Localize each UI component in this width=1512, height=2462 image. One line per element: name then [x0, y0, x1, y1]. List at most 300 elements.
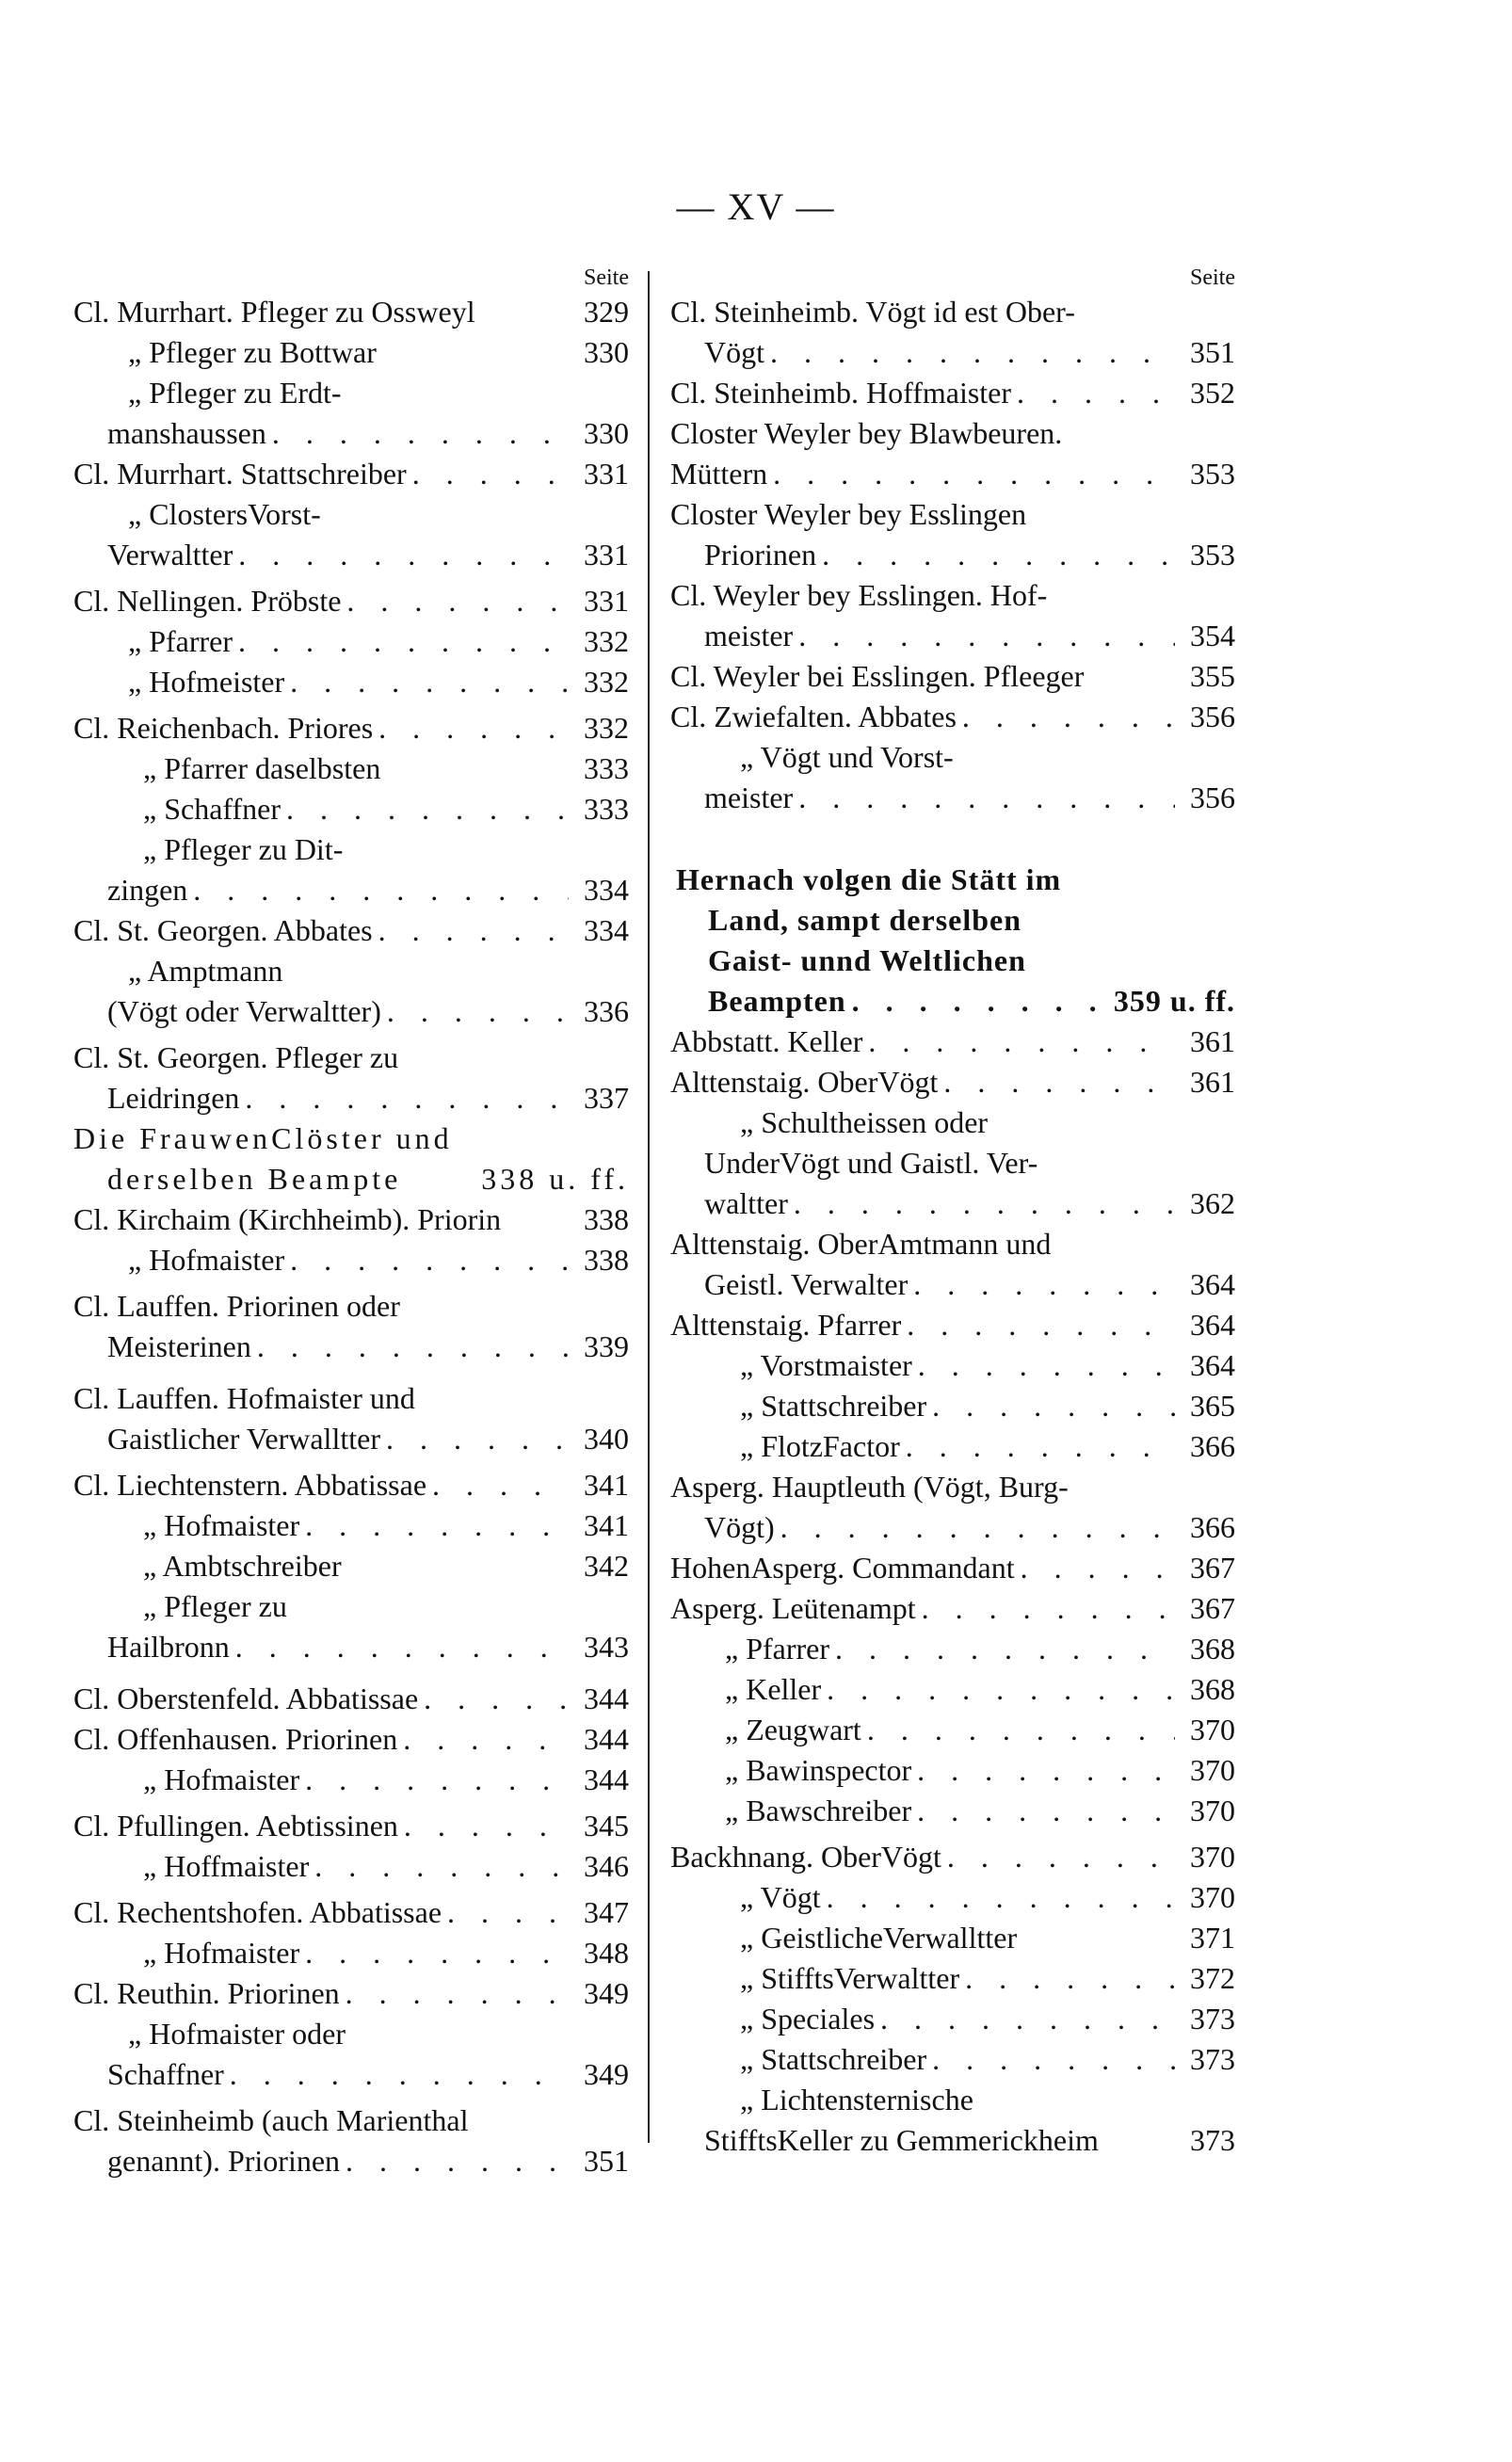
- entry-text: Backhnang. OberVögt: [670, 1840, 941, 1874]
- index-entry: [670, 1062, 1235, 1102]
- entry-line: [670, 941, 1235, 981]
- page-numeral: — XV —: [676, 185, 836, 228]
- index-entry: [670, 1426, 1235, 1467]
- leader-dots: [424, 1679, 569, 1719]
- entry-text: Cl. Offenhausen. Priorinen: [73, 1722, 398, 1756]
- page-number: 364: [1190, 1308, 1235, 1342]
- index-entry: [670, 1629, 1235, 1669]
- entry-line: [73, 1378, 629, 1419]
- entry-text: „ Pfleger zu Bottwar: [128, 335, 377, 369]
- entry-line: [670, 1918, 1235, 1958]
- index-entry: [670, 1877, 1235, 1918]
- index-entry: [73, 708, 629, 748]
- index-entry: [670, 1345, 1235, 1386]
- entry-line: [670, 1264, 1235, 1305]
- page-number: 353: [1190, 457, 1235, 491]
- index-entry: [670, 656, 1235, 697]
- entry-text: Schaffner: [107, 2057, 224, 2091]
- page-number: 346: [584, 1849, 629, 1883]
- leader-dots: [245, 1078, 569, 1118]
- entry-text: Cl. Steinheimb. Hoffmaister: [670, 376, 1012, 410]
- entry-line: [73, 829, 629, 870]
- leader-dots: [432, 1465, 569, 1505]
- entry-text: „ FlotzFactor: [740, 1429, 900, 1463]
- entry-text: „ Hofmeister: [128, 665, 285, 699]
- entry-line: [73, 1199, 629, 1240]
- entry-line: [73, 1546, 629, 1586]
- entry-line: [73, 1679, 629, 1719]
- index-entry: [73, 789, 629, 829]
- left-index-column: [73, 264, 629, 2181]
- entry-line: [73, 581, 629, 621]
- entry-text: Vögt): [704, 1510, 775, 1544]
- entry-text: Beampten: [708, 984, 846, 1018]
- entry-line: [670, 616, 1235, 656]
- index-entry: [73, 373, 629, 454]
- entry-text: „ Hofmaister: [128, 1243, 285, 1277]
- index-entry: [670, 1710, 1235, 1750]
- entry-line: [670, 1386, 1235, 1426]
- page-number: 352: [1190, 376, 1235, 410]
- entry-line: [73, 1933, 629, 1973]
- page-number: 351: [1190, 335, 1235, 369]
- entry-line: [73, 991, 629, 1032]
- page-number: 370: [1190, 1713, 1235, 1746]
- entry-line: [73, 1327, 629, 1367]
- page-number: 370: [1190, 1794, 1235, 1827]
- entry-line: [73, 454, 629, 494]
- entry-text: meister: [704, 619, 794, 652]
- index-entry: [670, 1750, 1235, 1791]
- leader-dots: [286, 789, 569, 829]
- entry-line: [670, 2080, 1235, 2120]
- entry-line: [670, 2039, 1235, 2080]
- entry-text: Alttenstaig. Pfarrer: [670, 1308, 902, 1342]
- entry-line: [73, 373, 629, 413]
- entry-line: [670, 900, 1235, 941]
- page-number: 370: [1190, 1880, 1235, 1914]
- index-entry: [73, 1719, 629, 1760]
- entry-text: Cl. Steinheimb. Vögt id est Ober-: [670, 295, 1075, 329]
- page-number: 364: [1190, 1348, 1235, 1382]
- entry-text: „ Vögt: [740, 1880, 821, 1914]
- entry-text: „ Vorstmaister: [740, 1348, 912, 1382]
- entry-line: [73, 748, 629, 789]
- index-entry: [670, 1386, 1235, 1426]
- entry-line: [73, 1719, 629, 1760]
- page-number: 373: [1190, 2042, 1235, 2076]
- entry-text: genannt). Priorinen: [107, 2144, 341, 2178]
- page-number: 364: [1190, 1267, 1235, 1301]
- entry-line: [670, 1710, 1235, 1750]
- entry-text: derselben Beampte: [107, 1162, 402, 1196]
- index-entry: [670, 1791, 1235, 1831]
- entry-line: [670, 1224, 1235, 1264]
- entry-text: „ Pfleger zu Erdt-: [128, 376, 342, 410]
- page-number: 334: [584, 873, 629, 907]
- entry-text: Cl. St. Georgen. Abbates: [73, 913, 373, 947]
- page-number: 353: [1190, 538, 1235, 571]
- index-entry: [73, 1546, 629, 1586]
- entry-line: [670, 1837, 1235, 1877]
- entry-line: [670, 1791, 1235, 1831]
- page-number: 368: [1190, 1672, 1235, 1706]
- entry-text: Cl. Lauffen. Priorinen oder: [73, 1289, 400, 1323]
- page-number: 361: [1190, 1024, 1235, 1058]
- entry-text: Die FrauwenClöster und: [73, 1121, 453, 1155]
- leader-dots: [962, 697, 1175, 737]
- page-number: 338: [584, 1243, 629, 1277]
- entry-text: „ Hofmaister: [143, 1508, 300, 1542]
- entry-text: „ Zeugwart: [725, 1713, 861, 1746]
- entry-text: Verwaltter: [107, 538, 233, 571]
- leader-dots: [314, 1846, 569, 1887]
- leader-dots: [305, 1933, 569, 1973]
- entry-text: „ ClostersVorst-: [128, 497, 321, 531]
- page-number: 367: [1190, 1551, 1235, 1585]
- entry-text: Cl. Murrhart. Stattschreiber: [73, 457, 407, 491]
- page-number: 343: [584, 1630, 629, 1664]
- page-number: 332: [584, 711, 629, 745]
- entry-text: „ Amptmann: [128, 954, 283, 988]
- page-number: 366: [1190, 1429, 1235, 1463]
- leader-dots: [922, 1588, 1175, 1629]
- entry-line: [670, 1877, 1235, 1918]
- entry-text: „ Stattschreiber: [740, 2042, 927, 2076]
- entry-text: „ Schaffner: [143, 792, 281, 826]
- index-entry: [670, 1918, 1235, 1958]
- entry-text: Cl. St. Georgen. Pfleger zu: [73, 1040, 399, 1074]
- entry-text: Cl. Kirchaim (Kirchheimb). Priorin: [73, 1202, 502, 1236]
- entry-line: [670, 697, 1235, 737]
- entry-text: zingen: [107, 873, 188, 907]
- index-entry: [670, 1224, 1235, 1305]
- page-number: 373: [1190, 2123, 1235, 2157]
- index-entry: [73, 1586, 629, 1667]
- leader-dots: [822, 535, 1175, 575]
- page-number: 349: [584, 1976, 629, 2010]
- page-number: 334: [584, 913, 629, 947]
- page-number: 372: [1190, 1961, 1235, 1995]
- entry-text: „ Keller: [725, 1672, 822, 1706]
- index-entry: [73, 494, 629, 575]
- entry-line: [73, 1760, 629, 1800]
- entry-text: Cl. Weyler bey Esslingen. Hof-: [670, 578, 1048, 612]
- entry-text: „ Hofmaister: [143, 1936, 300, 1970]
- page-number: 344: [584, 1682, 629, 1715]
- entry-text: manshaussen: [107, 416, 266, 450]
- entry-line: [73, 1505, 629, 1546]
- entry-line: [670, 1750, 1235, 1791]
- entry-line: [670, 292, 1235, 332]
- page-number: 333: [584, 751, 629, 785]
- entry-line: [670, 656, 1235, 697]
- entry-text: „ Schultheissen oder: [740, 1105, 989, 1139]
- page-number: 362: [1190, 1186, 1235, 1220]
- entry-text: Cl. Weyler bei Esslingen. Pfleeger: [670, 659, 1085, 693]
- index-entry: [73, 1378, 629, 1459]
- entry-line: [670, 1022, 1235, 1062]
- entry-text: meister: [704, 780, 794, 814]
- entry-text: Cl. Reuthin. Priorinen: [73, 1976, 340, 2010]
- entry-text: „ Pfarrer daselbsten: [143, 751, 381, 785]
- index-entry: [73, 454, 629, 494]
- entry-line: [73, 1973, 629, 2014]
- entry-line: [73, 413, 629, 454]
- leader-dots: [965, 1958, 1175, 1999]
- entry-line: [73, 1419, 629, 1459]
- index-entry: [670, 1305, 1235, 1345]
- leader-dots: [193, 870, 569, 910]
- seite-label: Seite: [584, 266, 629, 290]
- page-number: 333: [584, 792, 629, 826]
- index-entry: [73, 1199, 629, 1240]
- leader-dots: [827, 1877, 1175, 1918]
- page-number: 370: [1190, 1840, 1235, 1874]
- entry-text: „ Speciales: [740, 2002, 876, 2036]
- index-entry: [670, 1548, 1235, 1588]
- entry-text: „ StifftsVerwaltter: [740, 1961, 960, 1995]
- entry-text: Priorinen: [704, 538, 817, 571]
- entry-text: Cl. Reichenbach. Priores: [73, 711, 374, 745]
- index-entry: [73, 581, 629, 621]
- entry-line: [73, 1038, 629, 1078]
- index-entry: [73, 1505, 629, 1546]
- entry-line: [670, 413, 1235, 454]
- leader-dots: [780, 1507, 1175, 1548]
- entry-text: „ Bawschreiber: [725, 1794, 912, 1827]
- index-entry: [73, 829, 629, 910]
- page-number: 367: [1190, 1591, 1235, 1625]
- entry-line: [73, 1465, 629, 1505]
- page-number: 342: [584, 1549, 629, 1583]
- entry-text: Cl. Zwiefalten. Abbates: [670, 700, 957, 733]
- entry-line: [670, 494, 1235, 535]
- index-entry: [73, 1118, 629, 1199]
- page-number: 354: [1190, 619, 1235, 652]
- index-entry: [670, 1467, 1235, 1548]
- leader-dots: [880, 1999, 1175, 2039]
- leader-dots: [835, 1629, 1175, 1669]
- page-number: 336: [584, 994, 629, 1028]
- leader-dots: [913, 1264, 1175, 1305]
- leader-dots: [238, 535, 569, 575]
- leader-dots: [305, 1760, 569, 1800]
- index-entry: [670, 1588, 1235, 1629]
- entry-text: Cl. Pfullingen. Aebtissinen: [73, 1809, 398, 1842]
- leader-dots: [943, 1062, 1175, 1102]
- entry-line: [73, 2100, 629, 2141]
- index-entry: [670, 494, 1235, 575]
- index-entry: [73, 332, 629, 373]
- leader-dots: [917, 1791, 1175, 1831]
- entry-text: Abbstatt. Keller: [670, 1024, 863, 1058]
- index-entry: [670, 2080, 1235, 2161]
- index-entry: [670, 860, 1235, 1022]
- entry-line: [73, 870, 629, 910]
- index-entry: [670, 1999, 1235, 2039]
- entry-line: [670, 1426, 1235, 1467]
- leader-dots: [404, 1806, 569, 1846]
- leader-dots: [867, 1710, 1175, 1750]
- leader-dots: [378, 910, 569, 951]
- index-entry: [73, 910, 629, 951]
- entry-text: waltter: [704, 1186, 788, 1220]
- entry-line: [73, 910, 629, 951]
- entry-text: Alttenstaig. OberAmtmann und: [670, 1227, 1052, 1261]
- page-number: 331: [584, 584, 629, 618]
- index-entry: [73, 1465, 629, 1505]
- index-entry: [73, 1240, 629, 1280]
- seite-label: Seite: [1190, 266, 1235, 290]
- leader-dots: [346, 1973, 569, 2014]
- leader-dots: [773, 454, 1175, 494]
- page-number: 361: [1190, 1065, 1235, 1099]
- page-number: 351: [584, 2144, 629, 2178]
- page-number: 332: [584, 624, 629, 658]
- entry-line: [73, 332, 629, 373]
- page-number: 337: [584, 1081, 629, 1115]
- leader-dots: [827, 1669, 1175, 1710]
- entry-line: [670, 2120, 1235, 2161]
- entry-line: [73, 951, 629, 991]
- entry-line: [670, 1467, 1235, 1507]
- entry-text: Hailbronn: [107, 1630, 230, 1664]
- entry-line: [670, 1062, 1235, 1102]
- leader-dots: [932, 1386, 1175, 1426]
- page-number: 368: [1190, 1632, 1235, 1665]
- page-number: 356: [1190, 780, 1235, 814]
- leader-dots: [918, 1345, 1175, 1386]
- page-number: 345: [584, 1809, 629, 1842]
- entry-line: [670, 1548, 1235, 1588]
- entry-text: Asperg. Hauptleuth (Vögt, Burg-: [670, 1470, 1069, 1504]
- entry-text: „ Hofmaister: [143, 1762, 300, 1796]
- entry-text: Cl. Murrhart. Pfleger zu Ossweyl: [73, 295, 475, 329]
- entry-line: [73, 621, 629, 662]
- entry-text: Cl. Steinheimb (auch Marienthal: [73, 2103, 469, 2137]
- index-entry: [670, 1837, 1235, 1877]
- right-index-column: [670, 264, 1235, 2161]
- page-number: 339: [584, 1329, 629, 1363]
- index-entry: [670, 697, 1235, 737]
- entry-line: [73, 2054, 629, 2095]
- leader-dots: [907, 1305, 1175, 1345]
- index-entry: [670, 1669, 1235, 1710]
- leader-dots: [378, 708, 569, 748]
- index-entry: [670, 575, 1235, 656]
- entry-line: [73, 1586, 629, 1627]
- page-number: 340: [584, 1422, 629, 1456]
- entry-line: [73, 1078, 629, 1118]
- leader-dots: [387, 991, 569, 1032]
- entry-line: [670, 1669, 1235, 1710]
- leader-dots: [305, 1505, 569, 1546]
- page-number: 347: [584, 1895, 629, 1929]
- leader-dots: [1017, 373, 1175, 413]
- page-number: 359 u. ff.: [1113, 984, 1235, 1018]
- entry-text: Cl. Liechtenstern. Abbatissae: [73, 1468, 427, 1502]
- entry-line: [73, 1240, 629, 1280]
- index-entry: [670, 413, 1235, 494]
- entry-line: [670, 860, 1235, 900]
- entry-text: „ Pfarrer: [725, 1632, 830, 1665]
- leader-dots: [852, 981, 1108, 1022]
- page-number: 338: [584, 1202, 629, 1236]
- page-number: 332: [584, 665, 629, 699]
- entry-line: [670, 1183, 1235, 1224]
- entry-text: Asperg. Leütenampt: [670, 1591, 916, 1625]
- entry-line: [73, 535, 629, 575]
- entry-line: [670, 1999, 1235, 2039]
- page-number: 330: [584, 335, 629, 369]
- page-number: 348: [584, 1936, 629, 1970]
- entry-line: [73, 1806, 629, 1846]
- entry-line: [670, 1629, 1235, 1669]
- entry-text: Alttenstaig. OberVögt: [670, 1065, 939, 1099]
- index-entry: [73, 748, 629, 789]
- leader-dots: [412, 454, 569, 494]
- entry-text: Gaistlicher Verwalltter: [107, 1422, 380, 1456]
- index-entry: [73, 1973, 629, 2014]
- entry-line: [73, 494, 629, 535]
- page-number: 356: [1190, 700, 1235, 733]
- entry-text: „ Lichtensternische: [740, 2083, 973, 2116]
- index-entry: [73, 2014, 629, 2095]
- entry-text: Vögt: [704, 335, 764, 369]
- entry-line: [73, 1892, 629, 1933]
- leader-dots: [257, 1327, 569, 1367]
- entry-text: Gaist- unnd Weltlichen: [708, 943, 1026, 977]
- entry-text: „ Vögt und Vorst-: [740, 740, 954, 774]
- leader-dots: [386, 1419, 569, 1459]
- entry-text: „ Hofmaister oder: [128, 2017, 346, 2051]
- page-number: 331: [584, 457, 629, 491]
- entry-text: Meisterinen: [107, 1329, 251, 1363]
- page-number: 344: [584, 1762, 629, 1796]
- leader-dots: [794, 1183, 1175, 1224]
- index-entry: [670, 373, 1235, 413]
- entry-text: „ Pfarrer: [128, 624, 233, 658]
- entry-text: Cl. Rechentshofen. Abbatissae: [73, 1895, 442, 1929]
- index-entry: [73, 1760, 629, 1800]
- entry-text: Müttern: [670, 457, 768, 491]
- leader-dots: [947, 1837, 1175, 1877]
- index-entry: [73, 951, 629, 1032]
- entry-text: (Vögt oder Verwaltter): [107, 994, 381, 1028]
- page-number: 349: [584, 2057, 629, 2091]
- leader-dots: [272, 413, 569, 454]
- page-number: 344: [584, 1722, 629, 1756]
- entry-line: [73, 1159, 629, 1199]
- page-number: 338 u. ff.: [481, 1162, 629, 1196]
- entry-line: [670, 535, 1235, 575]
- entry-line: [670, 1305, 1235, 1345]
- leader-dots: [447, 1892, 569, 1933]
- page-number: 331: [584, 538, 629, 571]
- column-divider: [648, 271, 650, 2143]
- page-number: 330: [584, 416, 629, 450]
- index-entry: [670, 292, 1235, 373]
- entry-text: StifftsKeller zu Gemmerickheim: [704, 2123, 1099, 2157]
- entry-text: Leidringen: [107, 1081, 240, 1115]
- leader-dots: [346, 581, 569, 621]
- index-entry: [670, 1102, 1235, 1224]
- entry-text: Closter Weyler bey Blawbeuren.: [670, 416, 1063, 450]
- index-entry: [73, 662, 629, 702]
- entry-text: „ Hoffmaister: [143, 1849, 310, 1883]
- index-entry: [73, 2100, 629, 2181]
